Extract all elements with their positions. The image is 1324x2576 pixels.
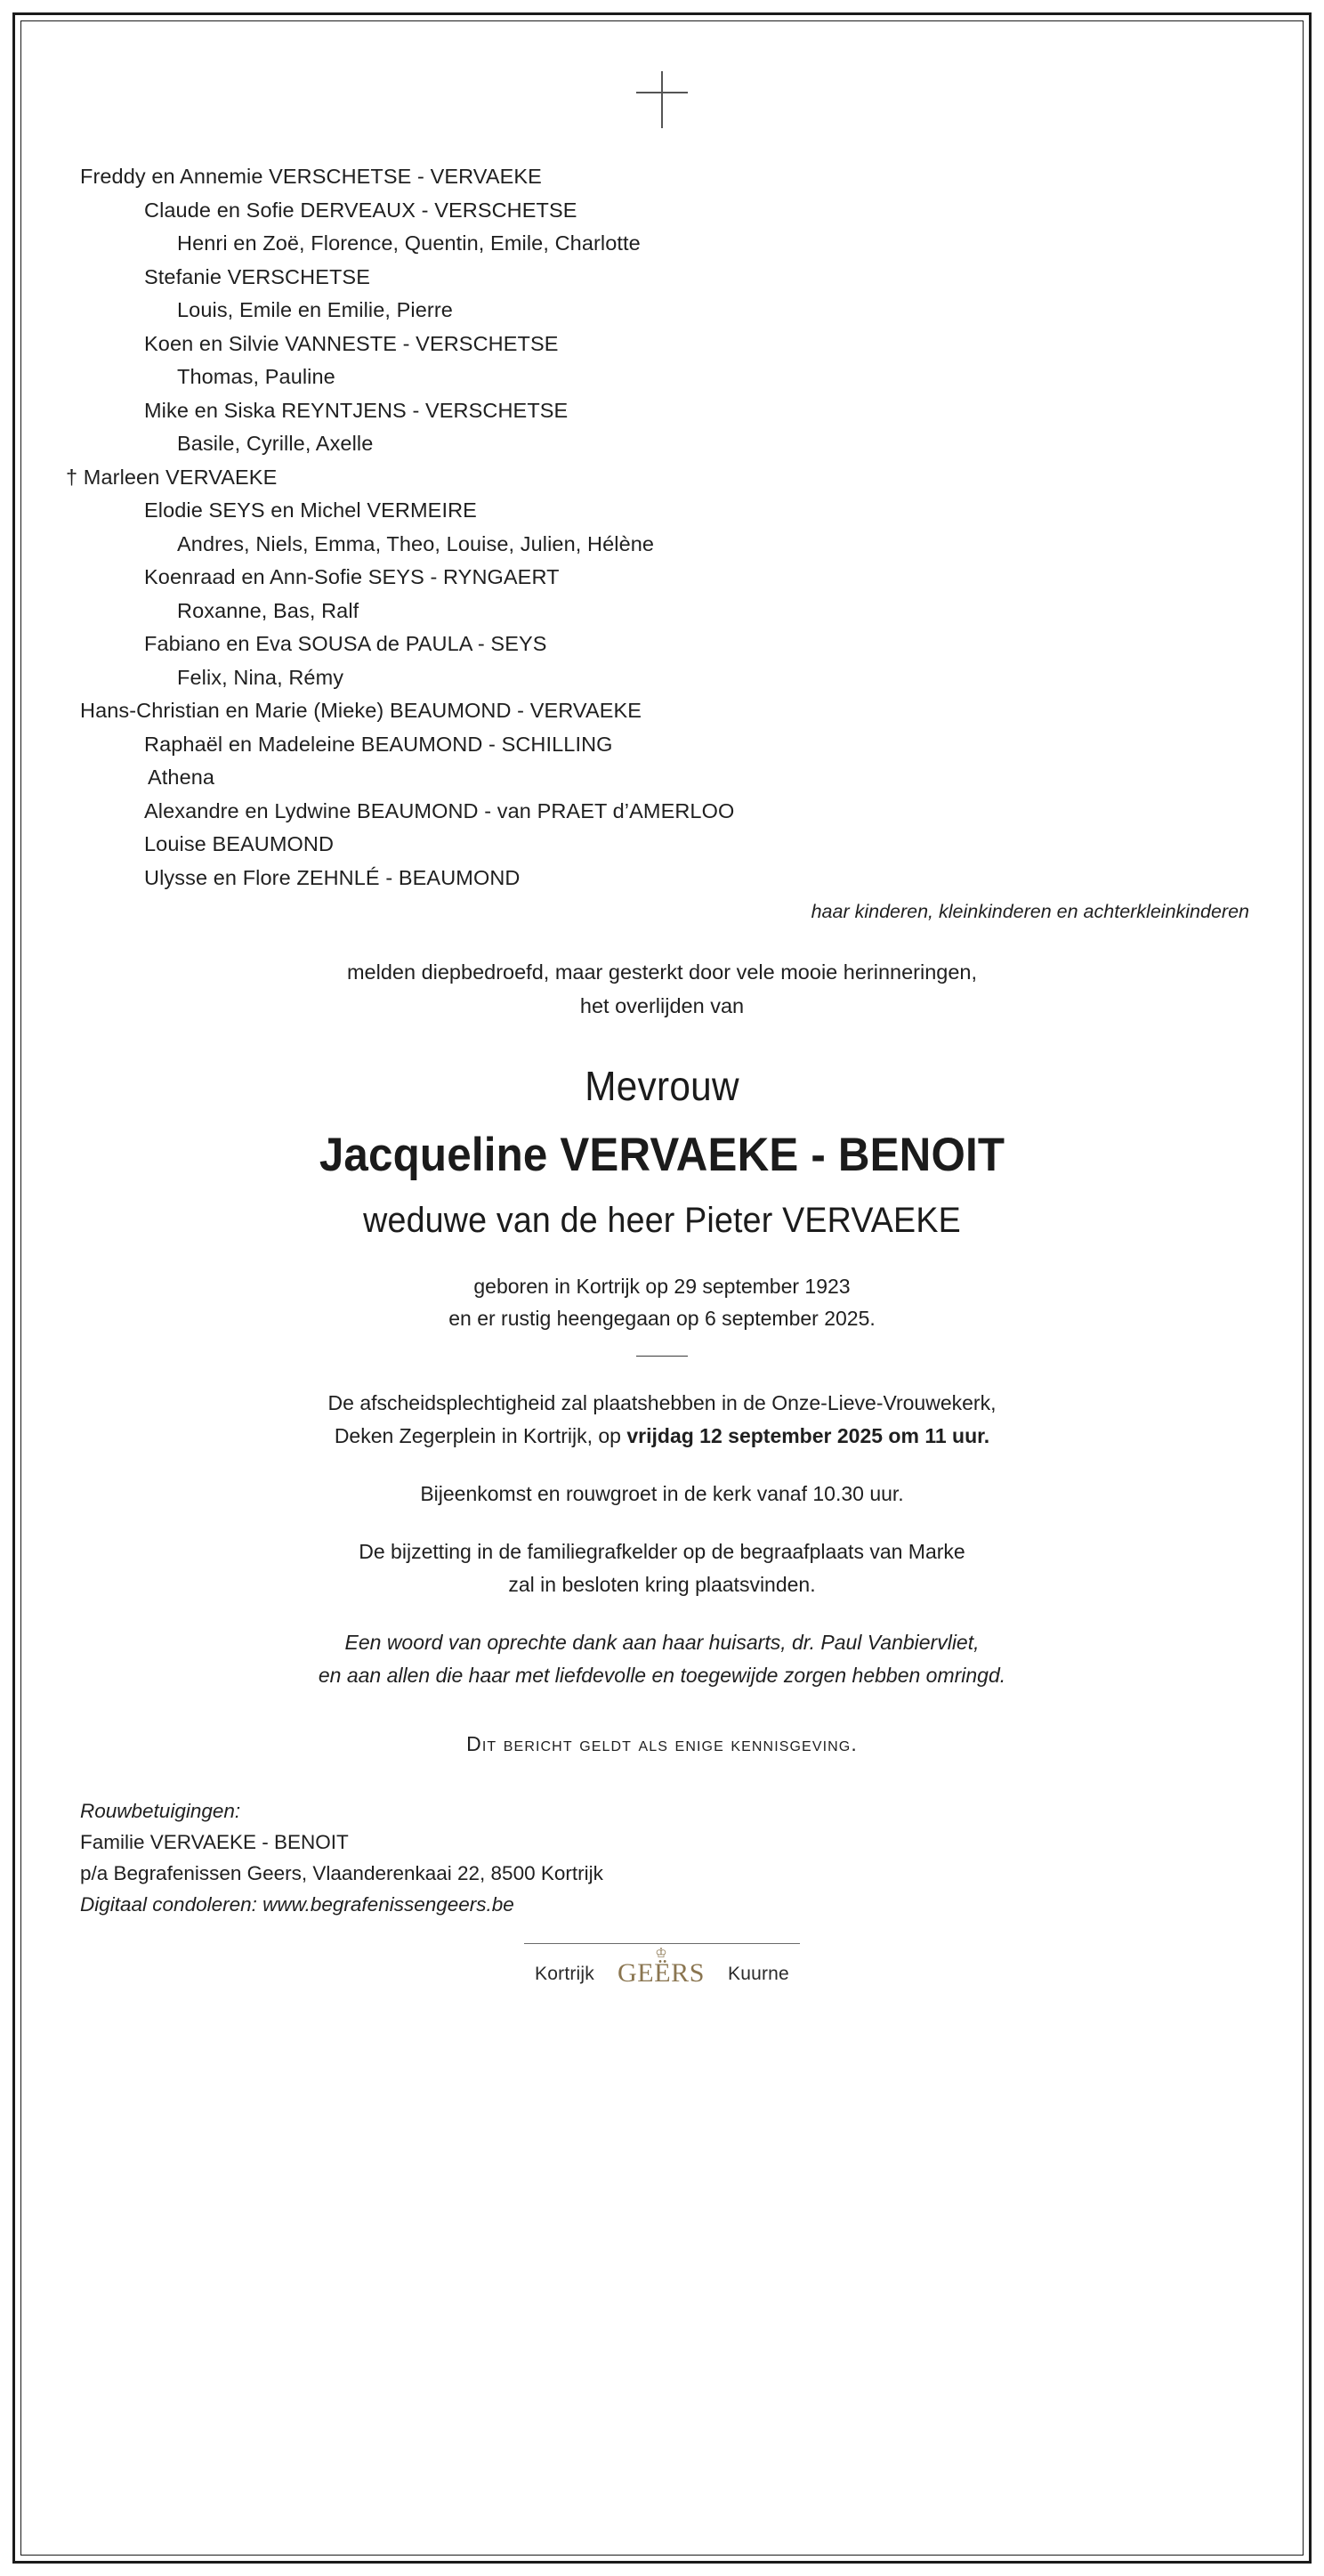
footer-divider-wrap	[66, 1943, 1258, 1944]
lead-line-1: melden diepbedroefd, maar gesterkt door vele mooie herinneringen,	[346, 960, 978, 984]
family-line: Alexandre en Lydwine BEAUMOND - van PRAET d’AMERLOO	[144, 798, 735, 822]
divider-wrap	[66, 1356, 1258, 1357]
family-line: Athena	[148, 766, 215, 789]
thanks-line-2: en aan allen die haar met liefdevolle en toegewijde zorgen hebben omringd.	[318, 1664, 1006, 1687]
family-line: Thomas, Pauline	[177, 365, 335, 388]
lead-line-2: het overlijden van	[579, 994, 745, 1017]
burial-paragraph	[66, 1535, 1258, 1601]
condolences-address: p/a Begrafenissen Geers, Vlaanderenkaai 22, 8500 Kortrijk	[80, 1862, 603, 1884]
burial-line-2: zal in besloten kring plaatsvinden.	[508, 1573, 816, 1596]
divider-rule	[636, 1356, 688, 1357]
gathering-paragraph: Bijeenkomst en rouwgroet in de kerk vanaf 10.30 uur.	[420, 1482, 904, 1505]
family-line: Fabiano en Eva SOUSA de PAULA - SEYS	[144, 632, 547, 655]
family-line: Basile, Cyrille, Axelle	[177, 432, 374, 455]
burial-line-1: De bijzetting in de familiegrafkelder op de begraafplaats van Marke	[359, 1540, 965, 1563]
condolences-family: Familie VERVAEKE - BENOIT	[80, 1831, 349, 1853]
service-line-2-prefix: Deken Zegerplein in Kortrijk, op	[334, 1424, 627, 1447]
service-datetime: vrijdag 12 september 2025 om 11 uur.	[626, 1424, 990, 1447]
latin-cross-icon	[636, 71, 688, 128]
family-list	[66, 160, 1258, 895]
family-line: Freddy en Annemie VERSCHETSE - VERVAEKE	[80, 165, 542, 188]
generations-note: haar kinderen, kleinkinderen en achterkleinkinderen	[811, 901, 1249, 922]
family-line: Elodie SEYS en Michel VERMEIRE	[144, 498, 477, 522]
condolences-block	[66, 1795, 1258, 1920]
family-line: Raphaël en Madeleine BEAUMOND - SCHILLING	[144, 732, 613, 756]
deceased-dates	[66, 1270, 1258, 1334]
notice-line: Dit bericht geldt als enige kennisgeving.	[466, 1732, 858, 1755]
service-paragraph	[66, 1387, 1258, 1453]
family-line: Louis, Emile en Emilie, Pierre	[177, 298, 453, 321]
death-line: en er rustig heengegaan op 6 september 2025.	[448, 1307, 876, 1330]
logo-mark	[618, 1946, 706, 1988]
birth-line: geboren in Kortrijk op 29 september 1923	[473, 1275, 851, 1298]
announcement-lead	[66, 955, 1258, 1023]
condolences-digital[interactable]: Digitaal condoleren: www.begrafenissengeers.be	[80, 1893, 514, 1916]
funeral-home-logo	[66, 1946, 1258, 1988]
family-line: Koen en Silvie VANNESTE - VERSCHETSE	[144, 331, 559, 355]
family-line: Ulysse en Flore ZEHNLÉ - BEAUMOND	[144, 865, 521, 889]
service-line-2	[66, 1420, 1258, 1453]
card-content	[34, 34, 1290, 2542]
crown-icon: ♔	[655, 1946, 667, 1961]
family-line: Stefanie VERSCHETSE	[144, 264, 370, 288]
deceased-title: Mevrouw	[585, 1063, 739, 1109]
deceased-name: Jacqueline VERVAEKE - BENOIT	[319, 1129, 1005, 1181]
logo-city-right: Kuurne	[728, 1964, 789, 1984]
family-line: † Marleen VERVAEKE	[66, 465, 278, 489]
cross-horizontal	[636, 92, 688, 93]
family-line: Felix, Nina, Rémy	[177, 665, 344, 689]
service-line-1: De afscheidsplechtigheid zal plaatshebben in de Onze-Lieve-Vrouwekerk,	[327, 1391, 997, 1414]
cross-vertical	[661, 71, 663, 128]
thanks-paragraph	[66, 1626, 1258, 1692]
family-line: Hans-Christian en Marie (Mieke) BEAUMOND - VERVAEKE	[80, 699, 642, 722]
cross-icon-wrap	[66, 71, 1258, 128]
logo-brand: GEËRS	[618, 1958, 706, 1988]
condolences-heading: Rouwbetuigingen:	[80, 1800, 241, 1822]
thanks-line-1: Een woord van oprechte dank aan haar huisarts, dr. Paul Vanbiervliet,	[344, 1631, 980, 1654]
family-line: Claude en Sofie DERVEAUX - VERSCHETSE	[144, 198, 577, 222]
logo-city-left: Kortrijk	[535, 1964, 594, 1984]
family-line: Henri en Zoë, Florence, Quentin, Emile, Charlotte	[177, 231, 641, 255]
family-line: Louise BEAUMOND	[144, 832, 335, 855]
family-line: Roxanne, Bas, Ralf	[177, 598, 359, 622]
family-line: Koenraad en Ann-Sofie SEYS - RYNGAERT	[144, 565, 560, 588]
family-line: Andres, Niels, Emma, Theo, Louise, Julien, Hélène	[177, 531, 655, 555]
deceased-spouse-line: weduwe van de heer Pieter VERVAEKE	[363, 1201, 961, 1240]
family-line: Mike en Siska REYNTJENS - VERSCHETSE	[144, 398, 569, 422]
footer-divider-rule	[524, 1943, 800, 1944]
